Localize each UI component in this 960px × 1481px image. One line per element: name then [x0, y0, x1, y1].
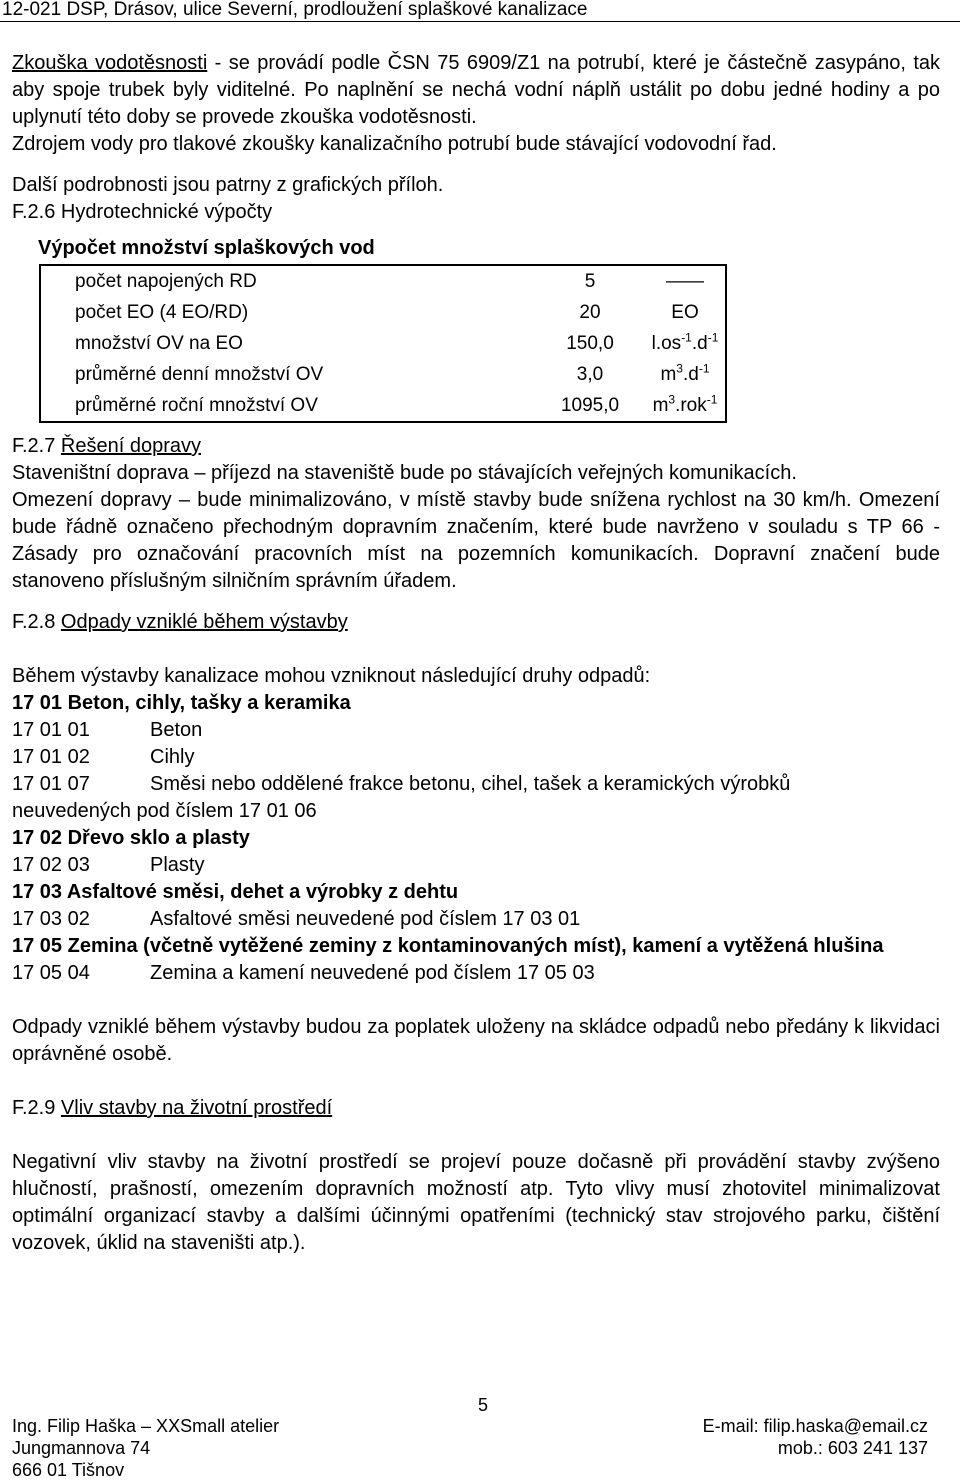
table-title: Výpočet množství splaškových vod [38, 237, 375, 259]
row-value: 20 [579, 302, 601, 323]
table-row [40, 390, 726, 422]
intro-term: Zkouška vodotěsnosti [12, 52, 208, 74]
row-unit: —— [666, 271, 704, 292]
waste-intro: Během výstavby kanalizace mohou vzniknout následující druhy odpadů: [12, 665, 651, 687]
waste-code: 17 01 07 [12, 773, 90, 795]
waste-code: 17 01 01 [12, 719, 90, 741]
waste-text: Plasty [150, 854, 205, 876]
waste-group-heading: 17 05 Zemina (včetně vytěžené zeminy z kontaminovaných míst), kamení a vytěžená hlušina [12, 935, 884, 957]
waste-item [12, 771, 940, 798]
row-label: množství OV na EO [75, 333, 243, 354]
waste-group-heading: 17 02 Dřevo sklo a plasty [12, 827, 250, 849]
table-row [40, 328, 726, 359]
row-unit [645, 390, 726, 422]
page-footer [12, 1395, 928, 1480]
unit-sup: 3 [676, 361, 683, 376]
waste-text: Beton [150, 719, 203, 741]
unit-base: l.os [651, 333, 682, 354]
footer-street: Jungmannova 74 [12, 1438, 151, 1458]
unit-base: m [652, 395, 669, 416]
unit-mid: .rok [675, 395, 707, 416]
unit-sup: -1 [707, 330, 719, 345]
unit-sup: -1 [698, 361, 710, 376]
waste-code: 17 01 02 [12, 746, 90, 768]
traffic-paragraph-1: Staveništní doprava – příjezd na staveniště bude po stávajících veřejných komunikacích. [12, 462, 797, 484]
waste-outro: Odpady vzniklé během výstavby budou za poplatek uloženy na skládce odpadů nebo předány k likvidaci oprávněné osobě. [12, 1016, 940, 1065]
row-label: počet EO (4 EO/RD) [75, 302, 249, 323]
section-f26-heading: F.2.6 Hydrotechnické výpočty [12, 201, 273, 223]
waste-list [12, 690, 940, 987]
row-label: průměrné roční množství OV [75, 395, 318, 416]
waste-code: 17 02 03 [12, 854, 90, 876]
row-label: počet napojených RD [75, 271, 257, 292]
waste-text: Zemina a kamení neuvedené pod číslem 17 05 03 [150, 962, 595, 984]
row-value: 1095,0 [560, 395, 620, 416]
footer-city: 666 01 Tišnov [12, 1460, 125, 1480]
waste-text: Směsi nebo oddělené frakce betonu, cihel, tašek a keramických výrobků [150, 773, 791, 795]
row-value: 3,0 [576, 364, 604, 385]
unit-sup: -1 [706, 392, 718, 407]
waste-group-heading: 17 01 Beton, cihly, tašky a keramika [12, 692, 351, 714]
waste-item [12, 717, 940, 744]
waste-code: 17 03 02 [12, 908, 90, 930]
intro-paragraph [12, 50, 940, 131]
section-f28-heading: F.2.8 Odpady vzniklé během výstavby [12, 611, 348, 633]
section-f27-heading: F.2.7 Řešení dopravy [12, 435, 201, 457]
row-unit [645, 328, 726, 359]
header-title: 12-021 DSP, Drásov, ulice Severní, prodloužení splaškové kanalizace [2, 0, 588, 20]
details-text: Další podrobnosti jsou patrny z grafických příloh. [12, 174, 444, 196]
waste-group-heading: 17 03 Asfaltové směsi, dehet a výrobky z dehtu [12, 881, 459, 903]
document-body [12, 50, 940, 1257]
unit-mid: .d [691, 333, 708, 354]
unit-mid: .d [682, 364, 699, 385]
table-row [40, 359, 726, 390]
row-unit: EO [671, 302, 699, 323]
footer-email: E-mail: filip.haska@email.cz [702, 1416, 928, 1436]
unit-sup: 3 [668, 392, 676, 407]
waste-item-continuation: neuvedených pod číslem 17 01 06 [12, 800, 317, 822]
row-label: průměrné denní množství OV [75, 364, 324, 385]
waste-item [12, 852, 940, 879]
water-source-text: Zdrojem vody pro tlakové zkoušky kanalizačního potrubí bude stávající vodovodní řad. [12, 133, 777, 155]
intro-text: - se provádí podle ČSN 75 6909/Z1 na potrubí, které je částečně zasypáno, tak aby spoje trubek byly viditelné. Po naplnění se nechá vodní náplň ustálit po dobu jedné hodiny a po uplynutí této doby se provede zkouška vodotěsnosti. [12, 52, 940, 128]
environment-paragraph: Negativní vliv stavby na životní prostředí se projeví pouze dočasně při provádění stavby zvýšeno hlučností, prašností, omezením dopravních možností atp. Tyto vlivy musí zhotovitel minimalizovat optimální organizací stavby a dalšími účinnými opatřeními (technický stav strojového parku, čištění vozovek, úklid na staveništi atp.). [12, 1151, 940, 1254]
page-number: 5 [478, 1395, 489, 1415]
waste-code: 17 05 04 [12, 962, 90, 984]
waste-item [12, 744, 940, 771]
row-unit [645, 359, 726, 390]
unit-base: m [660, 364, 677, 385]
waste-item [12, 906, 940, 933]
waste-item [12, 960, 940, 987]
wastewater-table [39, 264, 727, 423]
section-f29-heading: F.2.9 Vliv stavby na životní prostředí [12, 1097, 333, 1119]
page-header [0, 0, 960, 22]
row-value: 150,0 [566, 333, 614, 354]
traffic-paragraph-2: Omezení dopravy – bude minimalizováno, v místě stavby bude snížena rychlost na 30 km/h. Omezení bude řádně označeno přechodným dopravním značením, které bude navrženo v souladu s TP 66 - Zásady pro označování pracovních míst na pozemních komunikacích. Dopravní značení bude stanoveno příslušným silničním správním úřadem. [12, 489, 940, 592]
unit-sup: -1 [681, 330, 692, 345]
footer-phone: mob.: 603 241 137 [777, 1438, 928, 1458]
table-row [40, 265, 726, 297]
footer-author: Ing. Filip Haška – XXSmall atelier [12, 1416, 280, 1436]
table-row [40, 297, 726, 328]
waste-text: Asfaltové směsi neuvedené pod číslem 17 03 01 [150, 908, 581, 930]
waste-text: Cihly [150, 746, 195, 768]
row-value: 5 [584, 271, 596, 292]
